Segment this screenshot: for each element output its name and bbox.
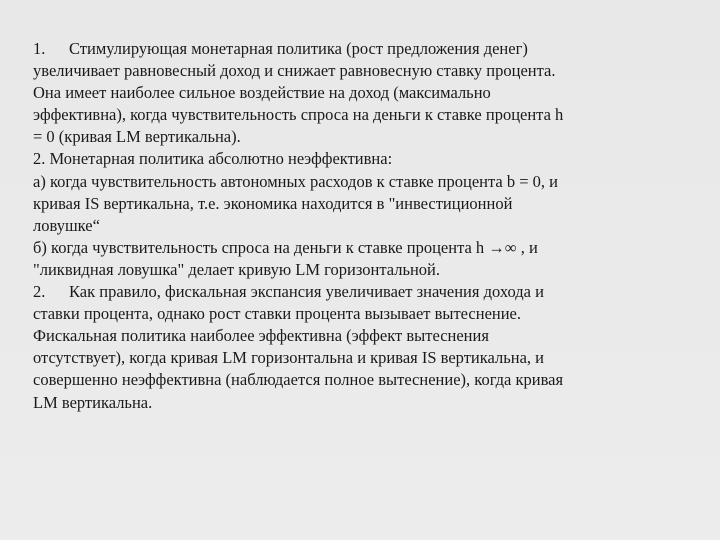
text-line: отсутствует), когда кривая LM горизонтальна и кривая IS вертикальна, и	[33, 348, 544, 368]
text-line: эффективна), когда чувствительность спроса на деньги к ставке процента h	[33, 105, 564, 125]
list-number: 1.	[33, 39, 46, 58]
text-line: совершенно неэффективна (наблюдается полное вытеснение), когда кривая	[33, 370, 564, 390]
text-line: "ликвидная ловушка" делает кривую LM горизонтальной.	[33, 259, 441, 279]
line-text: Стимулирующая монетарная политика (рост предложения денег)	[69, 39, 528, 58]
text-line: кривая IS вертикальна, т.е. экономика находится в "инвестиционной	[33, 193, 513, 213]
text-line: LM вертикальна.	[33, 392, 153, 412]
list-number: 2.	[33, 282, 46, 302]
text-line: увеличивает равновесный доход и снижает равновесную ставку процента.	[33, 61, 556, 81]
text-line: Она имеет наиболее сильное воздействие на доход (максимально	[33, 83, 491, 103]
line-text: Как правило, фискальная экспансия увеличивает значения дохода и	[69, 282, 544, 302]
text-line	[33, 281, 693, 303]
text-line: ловушке“	[33, 215, 100, 235]
text-line: 2. Монетарная политика абсолютно неэффективна:	[33, 149, 393, 169]
text-line: ставки процента, однако рост ставки процента вызывает вытеснение.	[33, 304, 522, 324]
text-line: а) когда чувствительность автономных расходов к ставке процента b = 0, и	[33, 171, 558, 191]
text-line: Фискальная политика наиболее эффективна (эффект вытеснения	[33, 326, 489, 346]
text-line: = 0 (кривая LM вертикальна).	[33, 127, 241, 147]
text-line	[33, 38, 693, 60]
slide-text-block	[33, 38, 693, 414]
text-line: б) когда чувствительность спроса на деньги к ставке процента h →∞ , и	[33, 237, 538, 257]
